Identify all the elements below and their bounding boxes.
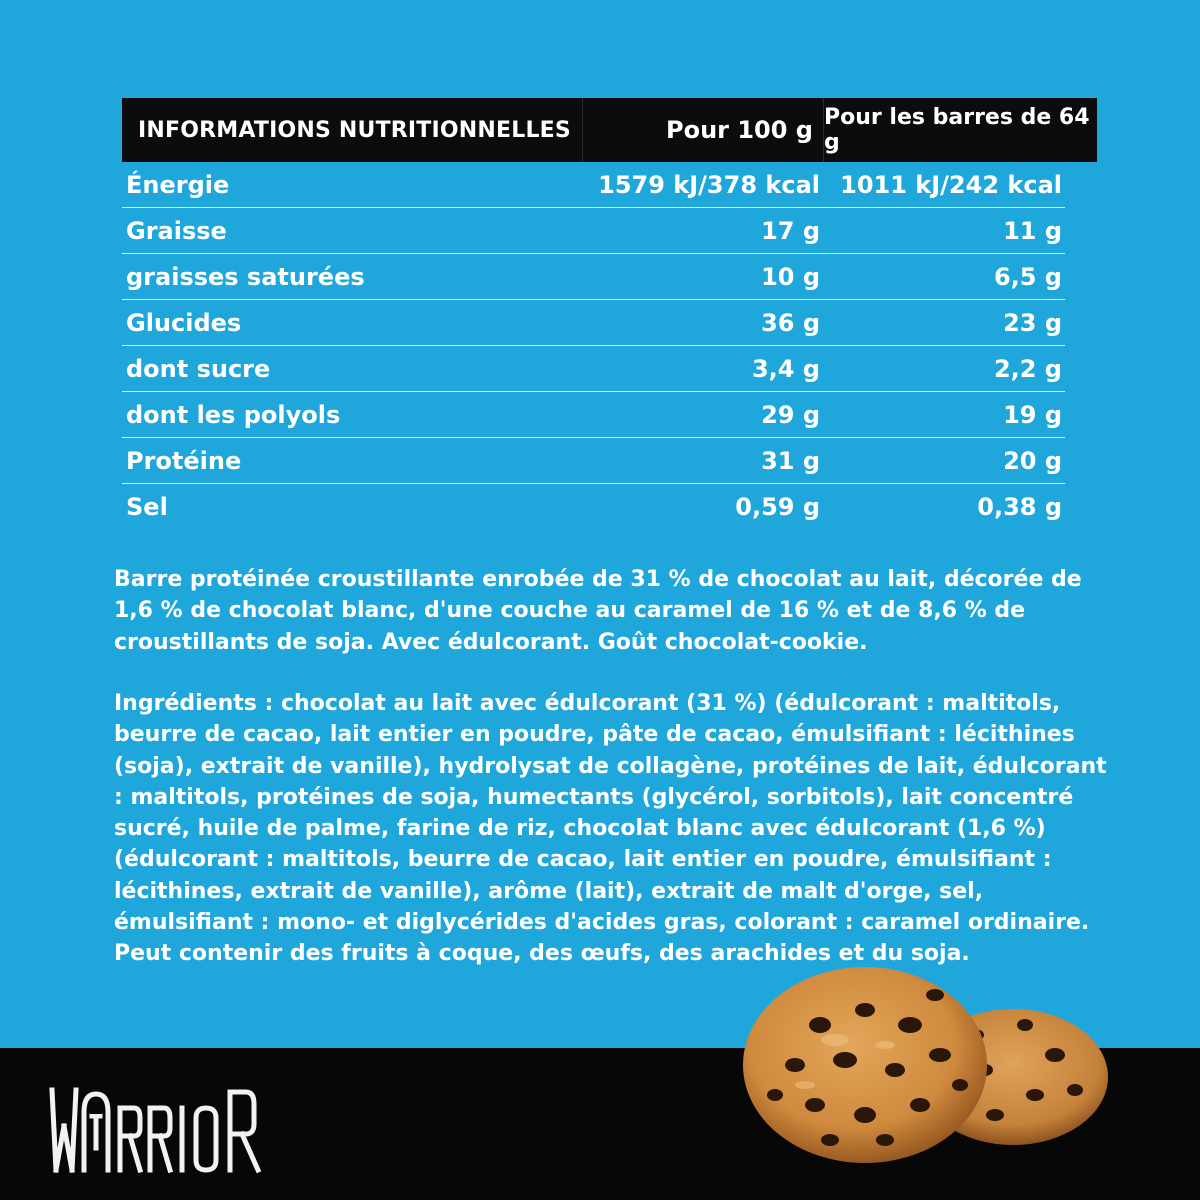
header-title: INFORMATIONS NUTRITIONNELLES: [138, 117, 571, 143]
row-value-per-100g: 3,4 g: [751, 354, 820, 383]
ingredients-line: beurre de cacao, lait entier en poudre, pâte de cacao, émulsifiant : lécithines: [114, 722, 1075, 748]
cookies-image: [735, 965, 1125, 1170]
row-label: graisses saturées: [126, 262, 365, 291]
row-value-per-bar: 2,2 g: [993, 354, 1062, 383]
row-value-per-bar: 6,5 g: [993, 262, 1062, 291]
description-line: croustillants de soja. Avec édulcorant. Goût chocolat-cookie.: [114, 629, 868, 655]
ingredients-line: lécithines, extrait de vanille), arôme (lait), extrait de malt d'orge, sel,: [114, 878, 984, 904]
table-row: [122, 162, 1065, 208]
row-label: Énergie: [126, 170, 230, 199]
ingredients-line: sucré, huile de palme, farine de riz, chocolat blanc avec édulcorant (1,6 %): [114, 816, 1046, 842]
row-value-per-100g: 1579 kJ/378 kcal: [598, 170, 820, 199]
row-label: Graisse: [126, 216, 227, 245]
row-label: dont les polyols: [126, 400, 341, 429]
row-label: dont sucre: [126, 354, 271, 383]
row-value-per-100g: 29 g: [761, 400, 820, 429]
row-value-per-100g: 0,59 g: [735, 492, 820, 521]
row-value-per-100g: 10 g: [761, 262, 820, 291]
ingredients-line: : maltitols, protéines de soja, humectants (glycérol, sorbitols), lait concentré: [114, 784, 1074, 810]
table-row: [122, 346, 1065, 392]
table-row: [122, 392, 1065, 438]
row-label: Sel: [126, 492, 168, 521]
row-value-per-bar: 0,38 g: [977, 492, 1062, 521]
description-line: 1,6 % de chocolat blanc, d'une couche au caramel de 16 % et de 8,6 % de: [114, 598, 1026, 624]
row-value-per-bar: 19 g: [1003, 400, 1062, 429]
table-row: [122, 254, 1065, 300]
description-line: Barre protéinée croustillante enrobée de 31 % de chocolat au lait, décorée de: [114, 567, 1082, 592]
row-value-per-bar: 11 g: [1003, 216, 1062, 245]
warrior-logo: [48, 1086, 268, 1176]
nutrition-table-body: [122, 162, 1065, 529]
header-per-100g: Pour 100 g: [582, 98, 823, 162]
row-value-per-100g: 36 g: [761, 308, 820, 337]
row-value-per-bar: 1011 kJ/242 kcal: [840, 170, 1062, 199]
ingredients-line: Ingrédients : chocolat au lait avec édulcorant (31 %) (édulcorant : maltitols,: [114, 691, 1061, 716]
row-value-per-100g: 17 g: [761, 216, 820, 245]
row-label: Glucides: [126, 308, 242, 337]
row-label: Protéine: [126, 446, 242, 475]
row-value-per-bar: 20 g: [1003, 446, 1062, 475]
ingredients-line: (soja), extrait de vanille), hydrolysat de collagène, protéines de lait, édulcorant: [114, 753, 1107, 779]
table-row: [122, 484, 1065, 529]
ingredients-line: émulsifiant : mono- et diglycérides d'acides gras, colorant : caramel ordinaire.: [114, 910, 1090, 936]
table-row: [122, 300, 1065, 346]
ingredients-line: (édulcorant : maltitols, beurre de cacao, lait entier en poudre, émulsifiant :: [114, 847, 1052, 873]
ingredients-line: Peut contenir des fruits à coque, des œufs, des arachides et du soja.: [114, 941, 970, 967]
header-per-bar: Pour les barres de 64 g: [823, 98, 1097, 162]
row-value-per-bar: 23 g: [1003, 308, 1062, 337]
product-description: [114, 564, 1104, 658]
nutrition-table-header: [122, 98, 1097, 162]
table-row: [122, 208, 1065, 254]
row-value-per-100g: 31 g: [761, 446, 820, 475]
ingredients-text: [114, 688, 1107, 970]
table-row: [122, 438, 1065, 484]
